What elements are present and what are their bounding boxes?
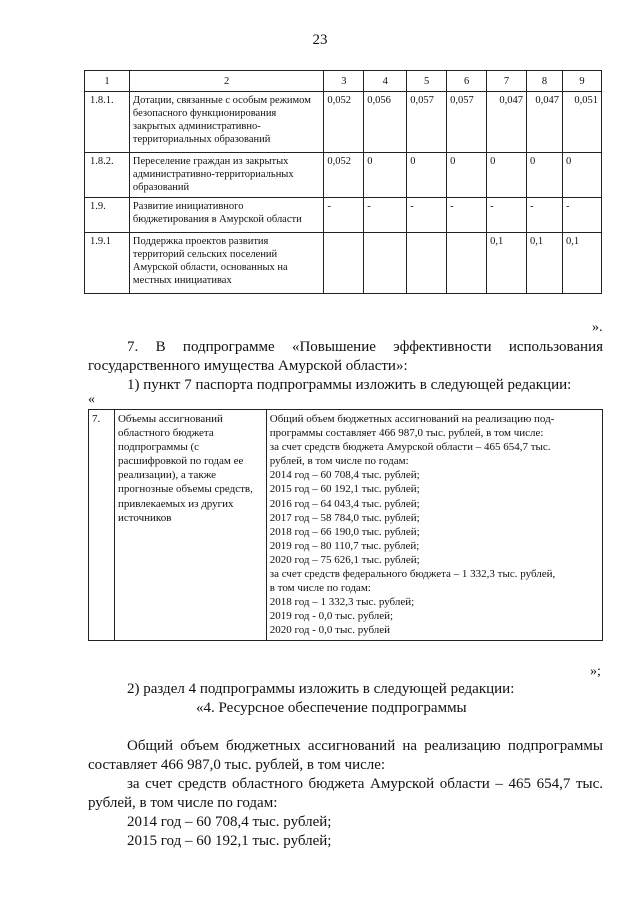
content-line: 2015 год – 60 192,1 тыс. рублей; bbox=[269, 483, 420, 496]
body-year-2015: 2015 год – 60 192,1 тыс. рублей; bbox=[127, 833, 332, 849]
row-value: 0 bbox=[562, 153, 601, 198]
content-line: за счет средств федерального бюджета – 1 332,3 тыс. рублей, bbox=[269, 568, 556, 581]
open-quote: « bbox=[88, 392, 95, 407]
content-line: 2018 год – 1 332,3 тыс. рублей; bbox=[269, 596, 415, 609]
content-line: программы составляет 466 987,0 тыс. рублей, в том числе: bbox=[269, 427, 544, 440]
passport-item-number: 7. bbox=[89, 410, 115, 641]
item-2: 2) раздел 4 подпрограммы изложить в следующей редакции: bbox=[127, 681, 515, 697]
header-cell: 1 bbox=[85, 71, 130, 92]
paragraph-7-line2: государственного имущества Амурской области»: bbox=[88, 358, 408, 374]
body-p1-line1: Общий объем бюджетных ассигнований на реализацию подпрограммы bbox=[127, 738, 603, 754]
passport-item-label: Объемы ассигнований областного бюджета подпрограммы (с расшифровкой по годам ее реализации), а также прогнозные объемы средств, привлекаемых из других источников bbox=[114, 410, 266, 641]
table-row bbox=[89, 410, 603, 641]
row-value: 0 bbox=[527, 153, 563, 198]
table-row bbox=[85, 198, 602, 233]
header-cell: 9 bbox=[562, 71, 601, 92]
header-cell: 3 bbox=[324, 71, 364, 92]
row-code: 1.8.2. bbox=[85, 153, 130, 198]
indicators-table bbox=[84, 70, 602, 294]
row-value: - bbox=[562, 198, 601, 233]
row-value: 0 bbox=[447, 153, 487, 198]
row-value bbox=[407, 233, 447, 294]
row-value: 0,1 bbox=[487, 233, 527, 294]
row-name: Развитие инициативного бюджетирования в Амурской области bbox=[129, 198, 323, 233]
row-value: 0,052 bbox=[324, 92, 364, 153]
row-name: Дотации, связанные с особым режимом безопасного функционирования закрытых административно-территориальных образований bbox=[129, 92, 323, 153]
header-cell: 8 bbox=[527, 71, 563, 92]
item-1: 1) пункт 7 паспорта подпрограммы изложить в следующей редакции: bbox=[127, 377, 572, 393]
header-cell: 7 bbox=[487, 71, 527, 92]
row-value: 0,1 bbox=[562, 233, 601, 294]
row-value: 0 bbox=[364, 153, 407, 198]
row-value: - bbox=[447, 198, 487, 233]
table-row bbox=[85, 92, 602, 153]
body-p2-line2: рублей, в том числе по годам: bbox=[88, 795, 278, 811]
content-line: 2019 год – 80 110,7 тыс. рублей; bbox=[269, 539, 420, 552]
content-line: 2016 год – 64 043,4 тыс. рублей; bbox=[269, 497, 420, 510]
row-value bbox=[447, 233, 487, 294]
row-value: 0,047 bbox=[527, 92, 563, 153]
row-value: 0,056 bbox=[364, 92, 407, 153]
row-value: 0,051 bbox=[562, 92, 601, 153]
content-line: рублей, в том числе по годам: bbox=[269, 455, 409, 468]
row-value: 0 bbox=[407, 153, 447, 198]
row-value: - bbox=[324, 198, 364, 233]
row-value: - bbox=[407, 198, 447, 233]
body-p1-line2: составляет 466 987,0 тыс. рублей, в том числе: bbox=[88, 757, 386, 773]
row-value: - bbox=[487, 198, 527, 233]
row-code: 1.9.1 bbox=[85, 233, 130, 294]
row-code: 1.8.1. bbox=[85, 92, 130, 153]
row-name: Поддержка проектов развития территорий сельских поселений Амурской области, основанных на местных инициативах bbox=[129, 233, 323, 294]
row-value bbox=[364, 233, 407, 294]
row-value: 0,047 bbox=[487, 92, 527, 153]
content-line: Общий объем бюджетных ассигнований на реализацию под- bbox=[269, 413, 555, 425]
header-cell: 5 bbox=[407, 71, 447, 92]
row-code: 1.9. bbox=[85, 198, 130, 233]
row-name: Переселение граждан из закрытых административно-территориальных образований bbox=[129, 153, 323, 198]
row-value: 0,057 bbox=[407, 92, 447, 153]
row-value: 0 bbox=[487, 153, 527, 198]
header-cell: 2 bbox=[129, 71, 323, 92]
row-value: 0,057 bbox=[447, 92, 487, 153]
passport-item-content bbox=[266, 410, 602, 641]
content-line: 2020 год - 0,0 тыс. рублей bbox=[269, 624, 391, 637]
content-line: 2014 год – 60 708,4 тыс. рублей; bbox=[269, 469, 420, 482]
row-value: 0,1 bbox=[527, 233, 563, 294]
table1-closing-quote: ». bbox=[592, 320, 603, 335]
paragraph-7-line1: 7. В подпрограмме «Повышение эффективности использования bbox=[127, 339, 603, 355]
content-line: 2017 год – 58 784,0 тыс. рублей; bbox=[269, 511, 420, 524]
table-header-row bbox=[85, 71, 602, 92]
row-value: - bbox=[364, 198, 407, 233]
passport-table bbox=[88, 409, 603, 641]
content-line: 2018 год – 66 190,0 тыс. рублей; bbox=[269, 525, 420, 538]
row-value: 0,052 bbox=[324, 153, 364, 198]
section-title: «4. Ресурсное обеспечение подпрограммы bbox=[196, 700, 467, 716]
table2-closing-quote: »; bbox=[590, 664, 601, 679]
row-value bbox=[324, 233, 364, 294]
body-p2-line1: за счет средств областного бюджета Амурской области – 465 654,7 тыс. bbox=[127, 776, 603, 792]
content-line: 2020 год – 75 626,1 тыс. рублей; bbox=[269, 553, 420, 566]
header-cell: 4 bbox=[364, 71, 407, 92]
content-line: за счет средств бюджета Амурской области – 465 654,7 тыс. bbox=[269, 441, 551, 454]
row-value: - bbox=[527, 198, 563, 233]
body-year-2014: 2014 год – 60 708,4 тыс. рублей; bbox=[127, 814, 332, 830]
table-row bbox=[85, 233, 602, 294]
header-cell: 6 bbox=[447, 71, 487, 92]
content-line: 2019 год - 0,0 тыс. рублей; bbox=[269, 610, 394, 623]
page-number: 23 bbox=[312, 32, 328, 48]
table-row bbox=[85, 153, 602, 198]
content-line: в том числе по годам: bbox=[269, 582, 371, 595]
